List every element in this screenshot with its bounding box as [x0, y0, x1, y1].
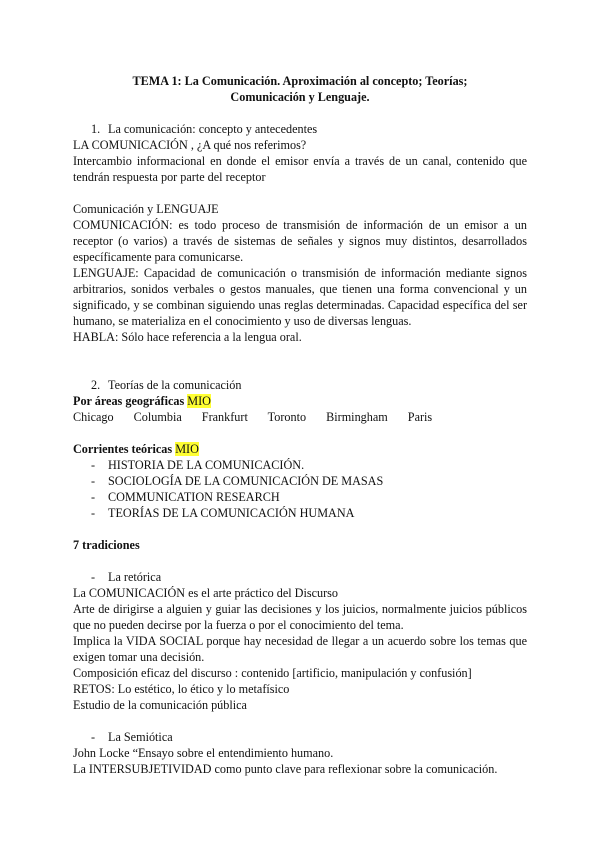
- highlight-mio: MIO: [187, 394, 211, 408]
- lenguaje-definition-line: significado, y se combinan siguiendo unas reglas determinadas. Capacidad específica del ser: [73, 298, 527, 312]
- city-item: Birmingham: [326, 410, 388, 424]
- city-item: Columbia: [133, 410, 182, 424]
- list-item: SOCIOLOGÍA DE LA COMUNICACIÓN DE MASAS: [108, 474, 384, 488]
- retorica-line: Arte de dirigirse a alguien y guiar las decisiones y los juicios, normalmente juicios públicos: [73, 602, 527, 616]
- list-item: HISTORIA DE LA COMUNICACIÓN.: [108, 458, 305, 472]
- theoretical-currents-label: [73, 441, 199, 457]
- retorica-line: exigen tomar una decisión.: [73, 650, 205, 664]
- tradition-semiotica-title: La Semiótica: [108, 730, 173, 744]
- list-bullet: -: [91, 490, 96, 504]
- lenguaje-definition-line: humano, se materializa en el conocimiento y uso de diversas lenguas.: [73, 314, 412, 328]
- lenguaje-definition-line: arbitrarios, sonidos verbales o gestos manuales, que tienen una forma convencional y un: [73, 282, 527, 296]
- habla-definition: HABLA: Sólo hace referencia a la lengua oral.: [73, 330, 302, 344]
- tradition-retorica-title: La retórica: [108, 570, 162, 584]
- retorica-line: que no pueden decirse por la fuerza o por el conocimiento del tema.: [73, 618, 404, 632]
- section-1-heading: La comunicación: concepto y antecedentes: [108, 122, 318, 136]
- city-item: Chicago: [73, 410, 114, 424]
- city-item: Frankfurt: [201, 410, 248, 424]
- city-list: [73, 409, 449, 425]
- traditions-heading: 7 tradiciones: [73, 538, 140, 552]
- list-bullet: -: [91, 474, 96, 488]
- semiotica-line: La INTERSUBJETIVIDAD como punto clave para reflexionar sobre la comunicación.: [73, 762, 498, 776]
- geographic-areas-label: [73, 393, 211, 409]
- section-2-number: 2.: [91, 378, 101, 392]
- retorica-line: Composición eficaz del discurso : contenido [artificio, manipulación y confusión]: [73, 666, 472, 680]
- geographic-areas-label-text: Por áreas geográficas: [73, 394, 185, 408]
- highlight-mio: MIO: [175, 442, 199, 456]
- comunicacion-definition-line: receptor (o varios) a través de sistemas de señales y signos muy distintos, desarrollados: [73, 234, 527, 248]
- section-1-question: LA COMUNICACIÓN , ¿A qué nos referimos?: [73, 138, 307, 152]
- section-1-definition-line: Intercambio informacional en donde el emisor envía a través de un canal, contenido que: [73, 154, 527, 168]
- retorica-line: RETOS: Lo estético, lo ético y lo metafísico: [73, 682, 290, 696]
- list-item: TEORÍAS DE LA COMUNICACIÓN HUMANA: [108, 506, 355, 520]
- section-1-definition-line: tendrán respuesta por parte del receptor: [73, 170, 266, 184]
- comunicacion-definition-line: COMUNICACIÓN: es todo proceso de transmisión de información de un emisor a un: [73, 218, 527, 232]
- list-bullet: -: [91, 458, 96, 472]
- list-bullet: -: [91, 730, 96, 744]
- list-item: COMMUNICATION RESEARCH: [108, 490, 280, 504]
- section-2-heading: Teorías de la comunicación: [108, 378, 242, 392]
- comlang-heading: Comunicación y LENGUAJE: [73, 202, 219, 216]
- semiotica-line: John Locke “Ensayo sobre el entendimiento humano.: [73, 746, 334, 760]
- list-bullet: -: [91, 570, 96, 584]
- comunicacion-definition-line: específicamente para comunicarse.: [73, 250, 244, 264]
- section-1-number: 1.: [91, 122, 101, 136]
- document-title-line-2: Comunicación y Lenguaje.: [230, 90, 370, 104]
- theoretical-currents-label-text: Corrientes teóricas: [73, 442, 173, 456]
- city-item: Paris: [407, 410, 433, 424]
- retorica-line: La COMUNICACIÓN es el arte práctico del Discurso: [73, 586, 339, 600]
- document-title-line-1: TEMA 1: La Comunicación. Aproximación al concepto; Teorías;: [132, 74, 468, 88]
- list-bullet: -: [91, 506, 96, 520]
- retorica-line: Implica la VIDA SOCIAL porque hay necesidad de llegar a un acuerdo sobre los temas que: [73, 634, 527, 648]
- retorica-line: Estudio de la comunicación pública: [73, 698, 247, 712]
- lenguaje-definition-line: LENGUAJE: Capacidad de comunicación o transmisión de información mediante signos: [73, 266, 527, 280]
- city-item: Toronto: [267, 410, 307, 424]
